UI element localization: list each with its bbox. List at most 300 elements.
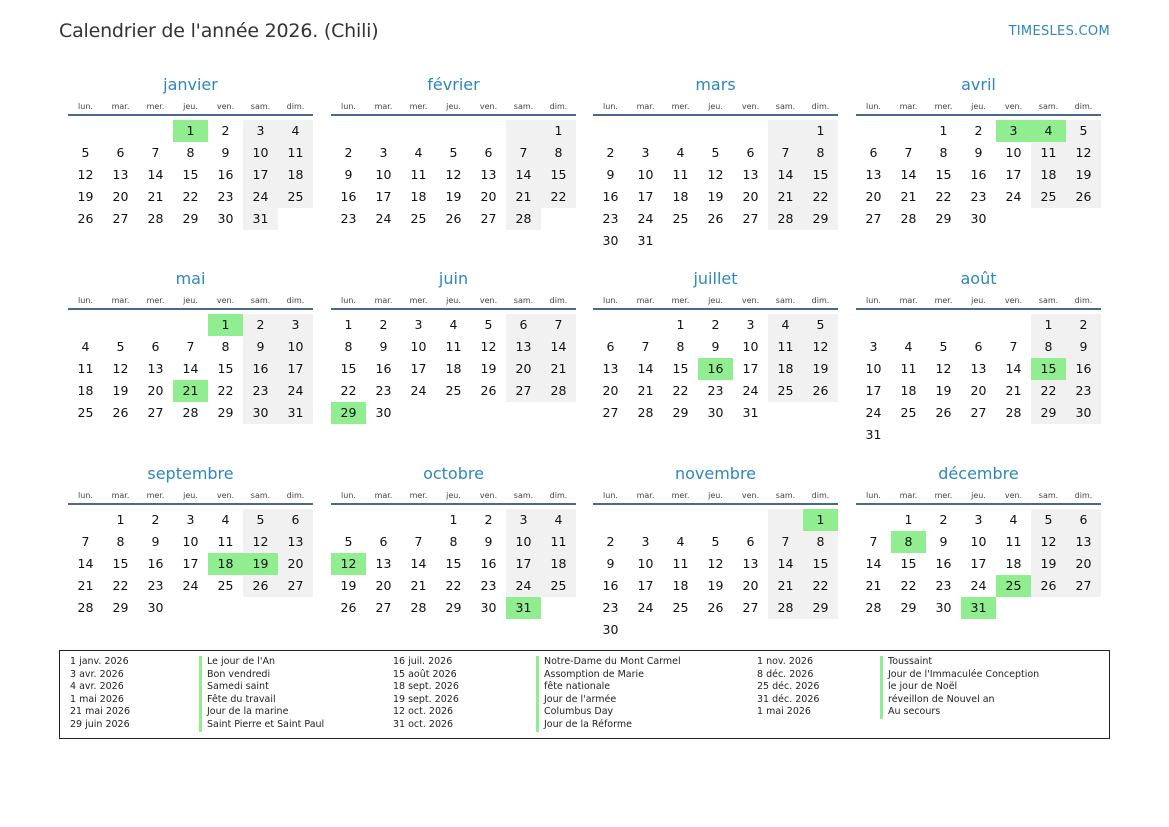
day-cell: 12 [1066,142,1101,164]
day-cell: 2 [243,314,278,336]
day-cell: 14 [900,167,917,182]
weekday-label: jeu. [971,491,986,500]
holiday-day-cell: 19 [243,553,278,575]
day-cell: 24 [506,575,541,597]
day-cell: 17 [865,383,882,398]
day-cell: 26 [1031,575,1066,597]
day-cell: 10 [278,336,313,358]
day-cell: 5 [939,339,948,354]
day-cell: 2 [484,512,493,527]
weekday-header [593,98,838,116]
day-cell: 9 [939,534,948,549]
weekday-label: dim. [286,296,305,305]
day-cell: 13 [147,361,164,376]
day-cell: 1 [116,512,125,527]
day-cell: 21 [900,189,917,204]
legend-holiday-name: Samedi saint [199,681,324,694]
day-cell: 23 [147,578,164,593]
day-cell: 3 [506,509,541,531]
day-cell: 14 [506,164,541,186]
weekday-label: lun. [341,491,356,500]
month-block [68,461,313,619]
weekday-label: ven. [1004,102,1023,111]
weekday-label: mar. [899,296,918,305]
day-cell: 30 [147,600,164,615]
day-cell: 8 [344,339,353,354]
weekday-label: lun. [341,296,356,305]
weekday-label: mar. [899,491,918,500]
day-cell: 16 [480,556,497,571]
weekday-label: dim. [549,102,568,111]
weekday-label: sam. [1038,296,1059,305]
day-cell: 16 [147,556,164,571]
month-block [856,461,1101,619]
day-cell: 7 [869,534,878,549]
day-cell: 20 [375,578,392,593]
day-cell: 25 [278,186,313,208]
day-cell: 9 [151,534,160,549]
day-cell: 30 [480,600,497,615]
empty-cell [698,120,733,142]
day-cell: 10 [243,142,278,164]
day-cell: 13 [970,361,987,376]
day-cell: 1 [904,512,913,527]
weekday-header [593,292,838,310]
day-cell: 8 [676,339,685,354]
day-cell: 23 [602,211,619,226]
day-cell: 21 [147,189,164,204]
day-cell: 27 [480,211,497,226]
legend-date: 1 janv. 2026 [70,656,129,667]
day-cell: 26 [1066,186,1101,208]
empty-cell [961,314,996,336]
day-cell: 4 [904,339,913,354]
weekday-label: ven. [741,296,760,305]
day-cell: 26 [243,575,278,597]
day-cell: 5 [1066,120,1101,142]
weekday-label: lun. [603,102,618,111]
empty-cell [996,314,1031,336]
day-cell: 23 [480,578,497,593]
month-block [68,266,313,424]
day-grid [331,314,576,424]
legend-date: 25 déc. 2026 [757,681,820,693]
day-cell: 5 [484,317,493,332]
weekday-label: jeu. [446,296,461,305]
day-cell: 13 [480,167,497,182]
holiday-day-cell: 4 [1031,120,1066,142]
day-cell: 29 [803,597,838,619]
day-cell: 8 [803,142,838,164]
legend-holiday-name: fête nationale [536,681,681,694]
empty-cell [593,314,628,336]
day-cell: 4 [81,339,90,354]
day-cell: 7 [81,534,90,549]
weekday-label: mer. [934,296,953,305]
day-grid [68,120,313,230]
empty-cell [856,509,891,531]
weekday-label: jeu. [708,491,723,500]
legend-names-column [199,656,324,732]
day-cell: 20 [865,189,882,204]
day-cell: 18 [410,189,427,204]
holiday-day-cell: 1 [803,509,838,531]
day-cell: 1 [939,123,948,138]
weekday-label: lun. [866,296,881,305]
day-cell: 2 [344,145,353,160]
weekday-label: mar. [636,102,655,111]
weekday-label: jeu. [183,296,198,305]
day-cell: 26 [445,211,462,226]
day-cell: 24 [637,600,654,615]
day-cell: 25 [900,405,917,420]
day-cell: 23 [217,189,234,204]
holiday-day-cell: 15 [1031,358,1066,380]
day-cell: 24 [637,211,654,226]
day-cell: 13 [602,361,619,376]
month-name: mai [175,269,206,288]
weekday-label: dim. [549,491,568,500]
holiday-day-cell: 1 [173,120,208,142]
day-cell: 20 [480,189,497,204]
weekday-label: mar. [374,491,393,500]
day-cell: 1 [1031,314,1066,336]
day-cell: 16 [340,189,357,204]
day-cell: 6 [746,534,755,549]
day-cell: 26 [480,383,497,398]
day-cell: 18 [541,553,576,575]
day-cell: 6 [1066,509,1101,531]
weekday-label: sam. [513,296,534,305]
weekday-label: mar. [636,491,655,500]
day-cell: 12 [112,361,129,376]
day-cell: 16 [375,361,392,376]
day-cell: 9 [711,339,720,354]
day-cell: 15 [340,361,357,376]
day-cell: 8 [221,339,230,354]
day-cell: 9 [606,556,615,571]
day-cell: 18 [900,383,917,398]
day-cell: 28 [768,597,803,619]
day-cell: 5 [711,534,720,549]
empty-cell [663,509,698,531]
day-cell: 13 [278,531,313,553]
day-cell: 26 [77,211,94,226]
day-cell: 26 [112,405,129,420]
legend-holiday-name: Jour de la marine [199,706,324,719]
weekday-label: mer. [671,102,690,111]
day-cell: 11 [672,167,689,182]
day-cell: 22 [803,186,838,208]
legend-holiday-name: réveillon de Nouvel an [880,694,1039,707]
day-cell: 12 [707,556,724,571]
empty-cell [628,509,663,531]
day-cell: 17 [278,358,313,380]
day-cell: 30 [935,600,952,615]
weekday-label: dim. [1074,296,1093,305]
day-cell: 27 [375,600,392,615]
day-cell: 27 [602,405,619,420]
holiday-day-cell: 29 [331,402,366,424]
empty-cell [68,120,103,142]
weekday-label: lun. [603,491,618,500]
day-cell: 28 [541,380,576,402]
day-cell: 26 [707,211,724,226]
day-cell: 5 [1031,509,1066,531]
month-name: août [960,269,997,288]
day-cell: 17 [742,361,759,376]
day-cell: 29 [672,405,689,420]
site-link[interactable]: TIMESLES.COM [1008,24,1110,39]
holiday-day-cell: 31 [961,597,996,619]
day-cell: 30 [375,405,392,420]
day-cell: 22 [217,383,234,398]
day-cell: 9 [379,339,388,354]
day-cell: 15 [182,167,199,182]
day-cell: 14 [1005,361,1022,376]
day-cell: 1 [344,317,353,332]
weekday-label: mar. [374,102,393,111]
day-cell: 17 [410,361,427,376]
weekday-header [593,487,838,505]
legend-date: 19 sept. 2026 [393,693,459,705]
day-cell: 19 [480,361,497,376]
day-cell: 15 [541,164,576,186]
day-cell: 31 [865,427,882,442]
weekday-header [856,487,1101,505]
day-cell: 25 [77,405,94,420]
day-cell: 14 [77,556,94,571]
day-grid [68,314,313,424]
day-grid [331,120,576,230]
day-cell: 12 [1031,531,1066,553]
day-cell: 28 [77,600,94,615]
day-cell: 6 [746,145,755,160]
day-cell: 16 [217,167,234,182]
day-cell: 6 [974,339,983,354]
month-block [593,72,838,252]
day-cell: 30 [602,233,619,248]
weekday-label: mer. [409,296,428,305]
day-cell: 9 [484,534,493,549]
day-cell: 10 [865,361,882,376]
empty-cell [103,120,138,142]
day-cell: 30 [217,211,234,226]
weekday-label: ven. [479,102,498,111]
day-cell: 25 [672,600,689,615]
legend-dates-column [70,656,130,732]
legend-dates-column [757,656,819,719]
legend-date: 3 avr. 2026 [70,668,124,680]
day-cell: 1 [803,120,838,142]
legend-holiday-name: Assomption de Marie [536,669,681,682]
day-cell: 21 [768,186,803,208]
day-cell: 13 [506,336,541,358]
legend-date: 8 déc. 2026 [757,668,814,680]
weekday-label: mer. [671,296,690,305]
day-cell: 6 [606,339,615,354]
weekday-label: jeu. [708,102,723,111]
legend-dates-column [393,656,459,732]
day-cell: 21 [865,578,882,593]
weekday-label: mer. [409,102,428,111]
day-cell: 4 [414,145,423,160]
day-cell: 21 [1005,383,1022,398]
day-cell: 10 [375,167,392,182]
legend-holiday-name: Jour de l'armée [536,694,681,707]
day-cell: 30 [970,211,987,226]
day-cell: 17 [1005,167,1022,182]
day-cell: 13 [1066,531,1101,553]
day-cell: 2 [606,534,615,549]
day-cell: 25 [541,575,576,597]
weekday-header [68,292,313,310]
empty-cell [768,120,803,142]
weekday-label: ven. [741,102,760,111]
weekday-header [331,487,576,505]
day-cell: 4 [768,314,803,336]
day-cell: 14 [865,556,882,571]
day-cell: 29 [900,600,917,615]
day-cell: 8 [1031,336,1066,358]
empty-cell [856,120,891,142]
empty-cell [628,120,663,142]
day-cell: 19 [1031,553,1066,575]
day-cell: 7 [506,142,541,164]
day-cell: 10 [637,556,654,571]
month-name: septembre [147,464,234,483]
day-cell: 11 [278,142,313,164]
day-cell: 2 [606,145,615,160]
day-cell: 17 [375,189,392,204]
day-cell: 29 [935,211,952,226]
month-block [331,72,576,230]
holiday-day-cell: 16 [698,358,733,380]
empty-cell [628,314,663,336]
legend-date: 15 août 2026 [393,668,457,680]
day-cell: 2 [711,317,720,332]
day-cell: 11 [410,167,427,182]
day-cell: 26 [803,380,838,402]
holiday-day-cell: 25 [996,575,1031,597]
weekday-label: lun. [78,102,93,111]
day-cell: 16 [1066,358,1101,380]
weekday-label: dim. [811,296,830,305]
day-cell: 3 [186,512,195,527]
day-cell: 5 [711,145,720,160]
month-block [331,266,576,424]
weekday-label: jeu. [446,102,461,111]
weekday-header [68,98,313,116]
day-cell: 22 [112,578,129,593]
day-cell: 18 [77,383,94,398]
day-cell: 16 [243,358,278,380]
day-cell: 27 [742,600,759,615]
day-cell: 9 [1066,336,1101,358]
day-cell: 20 [970,383,987,398]
weekday-label: ven. [216,491,235,500]
weekday-label: mer. [409,491,428,500]
day-cell: 24 [278,380,313,402]
weekday-header [68,487,313,505]
day-cell: 18 [445,361,462,376]
day-cell: 11 [445,339,462,354]
day-grid [856,120,1101,230]
weekday-label: mer. [934,102,953,111]
day-cell: 17 [506,553,541,575]
day-cell: 23 [707,383,724,398]
day-cell: 8 [803,531,838,553]
legend-date: 4 avr. 2026 [70,681,124,693]
day-cell: 18 [1031,164,1066,186]
day-cell: 30 [707,405,724,420]
day-cell: 14 [768,164,803,186]
day-cell: 21 [410,578,427,593]
holiday-day-cell: 8 [891,531,926,553]
day-cell: 25 [768,380,803,402]
day-cell: 24 [410,383,427,398]
month-name: octobre [423,464,484,483]
day-cell: 24 [970,578,987,593]
day-cell: 3 [414,317,423,332]
day-cell: 26 [340,600,357,615]
day-cell: 27 [865,211,882,226]
day-cell: 9 [344,167,353,182]
legend-holiday-name: Jour de la Réforme [536,719,681,732]
day-cell: 3 [641,534,650,549]
day-cell: 12 [480,339,497,354]
day-cell: 27 [278,575,313,597]
weekday-label: jeu. [971,296,986,305]
empty-cell [331,509,366,531]
day-cell: 4 [1009,512,1018,527]
empty-cell [663,120,698,142]
day-cell: 8 [939,145,948,160]
day-cell: 7 [186,339,195,354]
day-cell: 13 [742,556,759,571]
legend-date: 18 sept. 2026 [393,681,459,693]
day-cell: 3 [746,317,755,332]
weekday-label: dim. [811,491,830,500]
day-cell: 22 [182,189,199,204]
day-cell: 31 [742,405,759,420]
legend-date: 1 nov. 2026 [757,656,813,667]
day-cell: 7 [768,142,803,164]
day-cell: 29 [217,405,234,420]
month-block [68,72,313,230]
weekday-label: ven. [479,491,498,500]
day-grid [856,314,1101,446]
day-cell: 24 [182,578,199,593]
day-cell: 12 [445,167,462,182]
day-cell: 15 [445,556,462,571]
legend-holiday-name: Le jour de l'An [199,656,324,669]
day-cell: 24 [375,211,392,226]
empty-cell [733,120,768,142]
day-cell: 5 [803,314,838,336]
month-name: mars [695,75,736,94]
day-cell: 19 [803,358,838,380]
day-cell: 27 [970,405,987,420]
month-block [331,461,576,619]
day-grid [593,314,838,424]
weekday-label: ven. [479,296,498,305]
month-block [593,266,838,424]
day-cell: 6 [506,314,541,336]
day-cell: 3 [641,145,650,160]
day-cell: 20 [147,383,164,398]
legend-date: 12 oct. 2026 [393,706,454,718]
